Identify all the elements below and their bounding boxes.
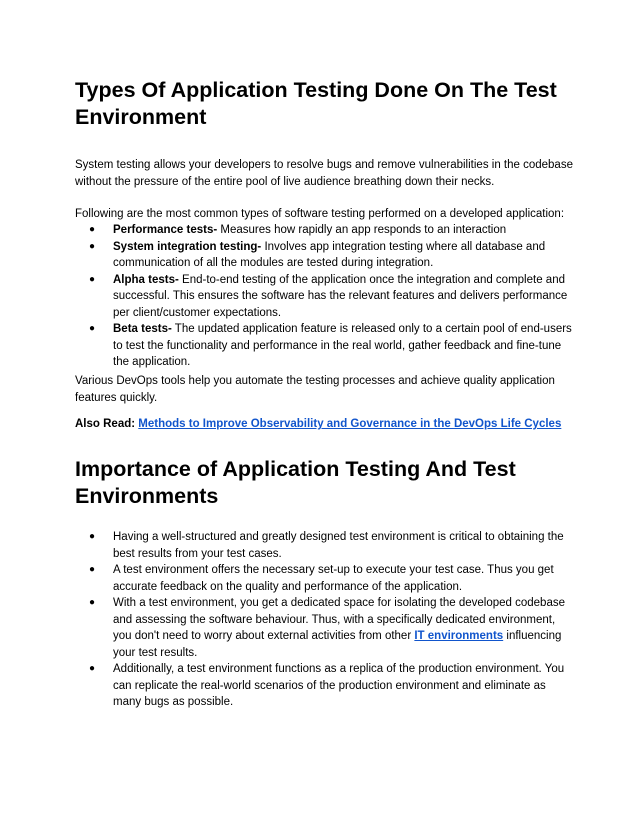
section2-heading-line2: Environments <box>75 484 219 508</box>
section2-heading <box>75 456 575 510</box>
list-item <box>75 321 575 371</box>
list-item-term: Beta tests- <box>113 323 172 335</box>
list-item-text: Having a well-structured and greatly designed test environment is critical to obtaining the best results from your test cases. <box>113 531 564 560</box>
list-item <box>75 239 575 272</box>
section1-intro: System testing allows your developers to resolve bugs and remove vulnerabilities in the codebase without the pressure of the entire pool of live audience breathing down their necks. <box>75 159 573 188</box>
list-item-text: The updated application feature is released only to a certain pool of end-users to test the functionality and performance in the real world, gather feedback and fine-tune the application. <box>113 323 572 368</box>
also-read <box>75 416 585 433</box>
list-item-text: Measures how rapidly an app responds to an interaction <box>217 224 507 236</box>
also-read-label: Also Read: <box>75 418 136 430</box>
bullet-icon: ● <box>89 564 96 575</box>
section2-heading-line1: Importance of Application Testing And Test <box>75 457 516 481</box>
test-types-list <box>75 222 575 371</box>
also-read-link[interactable]: Methods to Improve Observability and Governance in the DevOps Life Cycles <box>138 418 562 430</box>
importance-list <box>75 529 575 711</box>
list-item-term: System integration testing- <box>113 240 262 253</box>
list-item-text: A test environment offers the necessary set-up to execute your test case. Thus you get accurate feedback on the quality and performance of the application. <box>113 564 554 593</box>
bullet-icon: ● <box>89 531 96 542</box>
list-item-text: End-to-end testing of the application once the integration and complete and successful. This ensures the software has the relevant features and delivers performance per client/customer expectations. <box>113 273 568 319</box>
list-item-text: influencing your test results. <box>113 630 562 659</box>
list-item <box>75 222 575 239</box>
list-item-text: Additionally, a test environment functions as a replica of the production environment. You can replicate the real-world scenarios of the production environment and eliminate as many bugs as possible. <box>113 663 565 708</box>
bullet-icon: ● <box>89 224 96 235</box>
section1-list-intro: Following are the most common types of software testing performed on a developed application: <box>75 208 565 220</box>
list-item-text: With a test environment, you get a dedicated space for isolating the developed codebase and assessing the software behaviour. Thus, with a specifically dedicated environment, you don't need to worry about external activities from other <box>113 597 565 642</box>
list-item-term: Alpha tests- <box>113 273 179 286</box>
section1-heading-line2: Environment <box>75 105 207 129</box>
bullet-icon: ● <box>89 273 96 285</box>
list-item-text: Involves app integration testing where all database and communication of all the modules are tested during integration. <box>113 240 546 269</box>
section1-heading <box>75 77 575 131</box>
list-item <box>75 595 575 661</box>
bullet-icon: ● <box>89 663 96 674</box>
bullet-icon: ● <box>89 323 96 334</box>
devops-paragraph: Various DevOps tools help you automate the testing processes and achieve quality application features quickly. <box>75 375 555 404</box>
it-environments-link[interactable]: IT environments <box>414 630 504 642</box>
list-item <box>75 661 575 711</box>
section1-heading-line1: Types Of Application Testing Done On The Test <box>75 78 557 102</box>
list-item-term: Performance tests- <box>113 224 218 236</box>
list-item <box>75 272 575 322</box>
list-item <box>75 562 575 595</box>
bullet-icon: ● <box>89 597 96 608</box>
bullet-icon: ● <box>89 240 96 252</box>
list-item <box>75 529 575 562</box>
